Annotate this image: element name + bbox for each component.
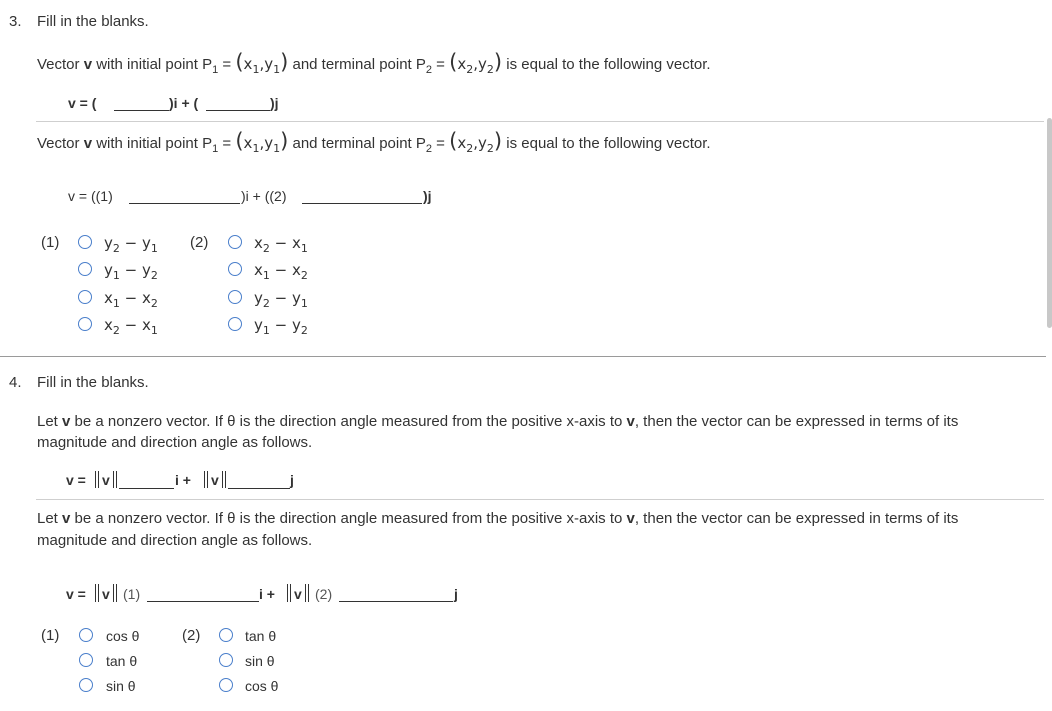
q3-g1-radio-3[interactable] <box>78 290 92 304</box>
q4-g2-radio-2[interactable] <box>219 653 233 667</box>
q4-g1-option-2: tan θ <box>106 653 138 669</box>
q4-g1-option-3: sin θ <box>106 678 136 694</box>
norm-bar <box>95 584 96 602</box>
q4-statement-2-line-2: magnitude and direction angle as follows. <box>37 532 313 549</box>
q4-answer-v2: v <box>211 472 219 488</box>
q3-g1-option-1: $y_2 - y_1$ <box>104 234 158 255</box>
q3-g1-radio-1[interactable] <box>78 235 92 249</box>
norm-bar <box>308 584 309 602</box>
q4-answer-blank-1[interactable] <box>119 488 174 489</box>
q3-g2-option-1: $x_2 - x_1$ <box>254 234 308 255</box>
scrollbar-thumb[interactable] <box>1047 118 1052 328</box>
q3-group-2-label: (2) <box>190 234 209 251</box>
q4-answer-lhs: v = <box>66 472 86 488</box>
norm-bar <box>305 584 306 602</box>
q3-g2-radio-4[interactable] <box>228 317 242 331</box>
q4-answer-blank-2[interactable] <box>228 488 290 489</box>
question-3-instruction: Fill in the blanks. <box>37 13 149 30</box>
norm-bar <box>287 584 288 602</box>
norm-bar <box>290 584 291 602</box>
q4-answer-j-part: j <box>290 472 294 488</box>
q4-answer-v1: v <box>102 472 110 488</box>
norm-bar <box>113 471 114 488</box>
q4-g1-radio-1[interactable] <box>79 628 93 642</box>
q4-fill-blank-1[interactable] <box>147 601 259 602</box>
norm-bar <box>225 471 226 488</box>
q4-g2-radio-3[interactable] <box>219 678 233 692</box>
q3-g2-option-2: $x_1 - x_2$ <box>254 261 308 282</box>
q4-g2-radio-1[interactable] <box>219 628 233 642</box>
q3-fill-i-part: )i + ((2) <box>241 188 287 204</box>
q4-fill-v2: v <box>294 586 302 602</box>
norm-bar <box>116 471 117 488</box>
norm-bar <box>116 584 117 602</box>
question-3-number: 3. <box>9 13 22 30</box>
norm-bar <box>207 471 208 488</box>
q3-g2-radio-3[interactable] <box>228 290 242 304</box>
q3-divider <box>36 121 1044 122</box>
q4-g2-option-2: sin θ <box>245 653 275 669</box>
q4-fill-i-part: i + <box>259 586 275 602</box>
q3-statement-1: Vector v with initial point $P_1 = (x_1,y_1)$ and terminal point $P_2 = (x_2,y_2)$ is equal to the following vector. <box>37 50 711 76</box>
q4-divider <box>36 499 1044 500</box>
q4-g1-radio-3[interactable] <box>79 678 93 692</box>
q3-answer-blank-2[interactable] <box>206 110 270 111</box>
question-separator <box>0 356 1046 357</box>
q3-fill-blank-2[interactable] <box>302 203 422 204</box>
q3-answer-lhs: v = ( <box>68 95 97 111</box>
question-4-number: 4. <box>9 374 22 391</box>
q4-fill-lhs: v = <box>66 586 86 602</box>
q4-answer-i-part: i + <box>175 472 191 488</box>
q3-g1-radio-4[interactable] <box>78 317 92 331</box>
q3-g1-option-3: $x_1 - x_2$ <box>104 289 158 310</box>
q3-fill-blank-1[interactable] <box>129 203 240 204</box>
q3-g2-option-3: $y_2 - y_1$ <box>254 289 308 310</box>
q4-group-1-label: (1) <box>41 627 60 644</box>
q3-fill-j-part: )j <box>423 188 432 204</box>
q3-g1-option-2: $y_1 - y_2$ <box>104 261 158 282</box>
norm-bar <box>95 471 96 488</box>
question-4-instruction: Fill in the blanks. <box>37 374 149 391</box>
norm-bar <box>113 584 114 602</box>
q4-fill-j-part: j <box>454 586 458 602</box>
q4-fill-blank-2-label: (2) <box>315 586 333 602</box>
q4-fill-v1: v <box>102 586 110 602</box>
q4-fill-blank-2[interactable] <box>339 601 453 602</box>
q3-g1-option-4: $x_2 - x_1$ <box>104 316 158 337</box>
q4-g1-radio-2[interactable] <box>79 653 93 667</box>
norm-bar <box>204 471 205 488</box>
q3-group-1-label: (1) <box>41 234 60 251</box>
q3-statement-2: Vector v with initial point $P_1 = (x_1,y_1)$ and terminal point $P_2 = (x_2,y_2)$ is equal to the following vector. <box>37 129 711 155</box>
q4-fill-blank-1-label: (1) <box>123 586 141 602</box>
q4-statement-1-line-1: Let v be a nonzero vector. If θ is the direction angle measured from the positive x-axis to v, then the vector can be expressed in terms of its <box>37 413 959 430</box>
q3-answer-blank-1[interactable] <box>114 110 169 111</box>
q4-g1-option-1: cos θ <box>106 628 140 644</box>
q3-g2-option-4: $y_1 - y_2$ <box>254 316 308 337</box>
q3-fill-lhs: v = ((1) <box>68 188 113 204</box>
norm-bar <box>222 471 223 488</box>
q4-g2-option-3: cos θ <box>245 678 279 694</box>
q3-g2-radio-2[interactable] <box>228 262 242 276</box>
q3-answer-i-part: )i + ( <box>169 95 199 111</box>
q3-answer-j-part: )j <box>270 95 279 111</box>
q4-statement-2-line-1: Let v be a nonzero vector. If θ is the direction angle measured from the positive x-axis to v, then the vector can be expressed in terms of its <box>37 510 959 527</box>
q4-group-2-label: (2) <box>182 627 201 644</box>
q4-g2-option-1: tan θ <box>245 628 277 644</box>
q4-statement-1-line-2: magnitude and direction angle as follows. <box>37 434 313 451</box>
norm-bar <box>98 471 99 488</box>
q3-g1-radio-2[interactable] <box>78 262 92 276</box>
norm-bar <box>98 584 99 602</box>
q3-g2-radio-1[interactable] <box>228 235 242 249</box>
